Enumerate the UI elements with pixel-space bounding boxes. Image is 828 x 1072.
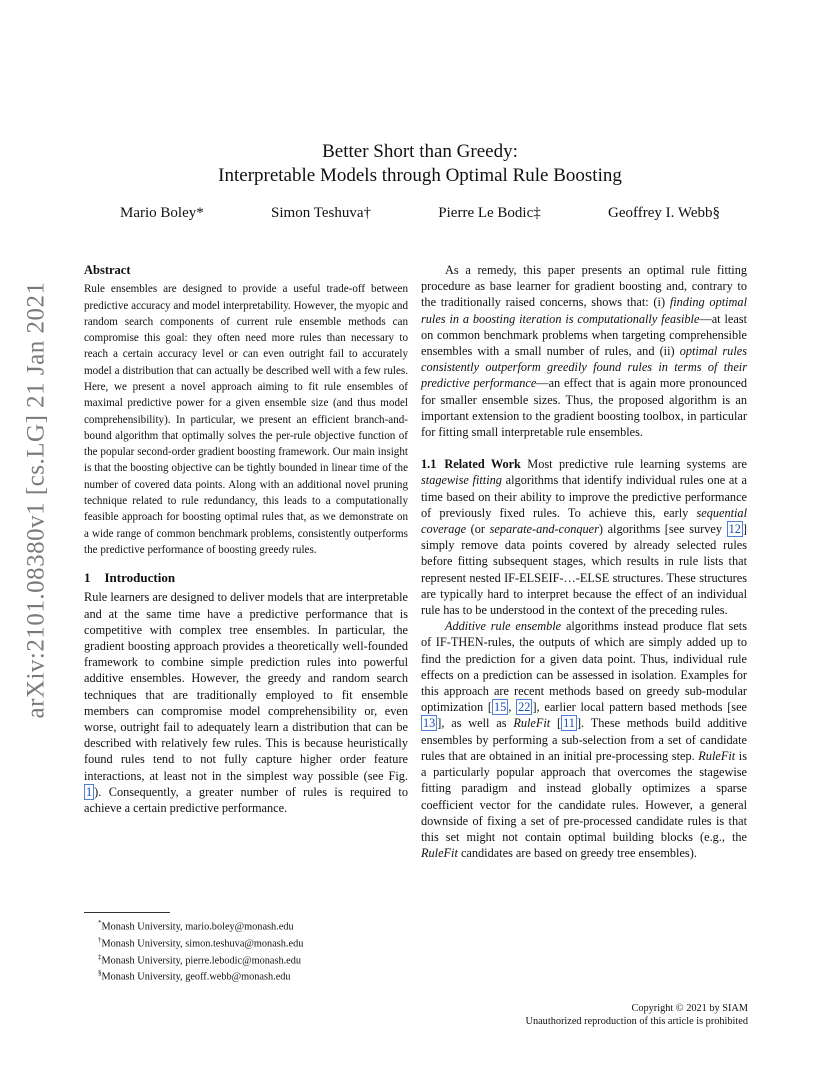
citation-link[interactable]: 15 xyxy=(494,700,507,715)
footnotes xyxy=(84,912,408,984)
paper-title xyxy=(120,140,720,188)
subsection-number: 1.1 xyxy=(421,457,437,472)
arxiv-identifier-sidebar xyxy=(16,281,56,719)
left-column xyxy=(84,262,408,816)
related-text: , xyxy=(508,700,517,715)
intro-text: Rule learners are designed to deliver models that are interpretable and at the same time have a predictive performance that is competitive with complex tree ensembles. In particular, the gradient boosting approach provides a theoretically well-founded framework to combine simple prediction rules into powerful additive ensembles. However, the greedy and random search techniques that are traditionally employed to fit ensemble members can compromise model comprehensibility or, even worse, outright fail to adequately learn a distribution that can be described with relatively few rules. This is because heuristically found rules tend to not fully capture higher order feature interactions, at least not in the simplest way possible (see Fig. xyxy=(84,590,408,783)
footnote xyxy=(84,951,408,968)
footnote xyxy=(84,934,408,951)
remedy-text: —an effect that is again more pronounced for smaller ensemble sizes. Thus, the proposed algorithm is an important extension to the gradient boosting toolbox, in particular for fitting small interpretable rule ensembles. xyxy=(421,376,747,440)
footnote-mark: ‡ xyxy=(98,952,102,961)
related-text: ] simply remove data points covered by already selected rules before fitting subsequent stages, which results in rule lists that represent nested IF-ELSEIF-…-ELSE structures. These structures are typically hard to interpret because the effect of an individual rule has to be understood in the context of the preceding rules. xyxy=(421,522,747,618)
related-emphasis: Additive rule ensemble xyxy=(445,619,562,634)
copyright-line: Copyright © 2021 by SIAM xyxy=(631,1003,748,1014)
related-text: ]. These methods build additive ensembles by performing a sub-selection from a set of candidate rules that are obtained in an initial pre-processing step. xyxy=(421,716,748,763)
related-emphasis: stagewise fitting xyxy=(421,473,502,488)
related-emphasis: sequential coverage xyxy=(421,505,747,537)
author-name: Geoffrey I. Webb§ xyxy=(608,205,720,221)
abstract-heading: Abstract xyxy=(84,263,131,277)
figure-reference-link[interactable]: 1 xyxy=(86,784,93,799)
related-text: [ xyxy=(550,716,562,731)
footnote-divider xyxy=(84,912,170,913)
related-emphasis: RuleFit xyxy=(698,748,736,763)
remedy-paragraph xyxy=(421,262,747,440)
related-work-paragraph xyxy=(421,456,747,618)
author-name: Pierre Le Bodic‡ xyxy=(438,205,541,221)
section-heading-introduction xyxy=(84,570,408,586)
footnote-text: Monash University, simon.teshuva@monash.edu xyxy=(101,938,304,950)
footnote-text: Monash University, geoff.webb@monash.edu xyxy=(101,971,291,983)
related-text: ], as well as xyxy=(437,716,514,731)
related-text: (or xyxy=(466,522,490,537)
footnote-mark: * xyxy=(98,919,102,927)
related-text: is a particularly popular approach that overcomes the stagewise fitting paradigm and instead globally optimizes a sparse coefficient vector for the candidate rules. However, a general downside of fixing a set of pre-processed candidate rules is that this set might not contain optimal building blocks (e.g., the xyxy=(421,748,747,844)
footnote-mark: § xyxy=(98,969,102,978)
paper-title-line-2: Interpretable Models through Optimal Rule Boosting xyxy=(218,165,622,186)
footnote-mark: † xyxy=(98,935,102,944)
right-column xyxy=(421,262,747,861)
author-name: Mario Boley* xyxy=(120,205,204,221)
related-emphasis: RuleFit xyxy=(421,846,458,861)
subsection-heading-related-work xyxy=(421,457,521,471)
related-text: ) algorithms [see survey xyxy=(598,522,727,537)
additive-ensemble-paragraph xyxy=(421,618,747,861)
related-emphasis: RuleFit xyxy=(513,716,551,731)
related-text: algorithms that identify individual rules one at a time based on their ability to improve the predictive performance of previously fixed rules. To achieve this, early xyxy=(421,473,747,520)
reproduction-notice: Unauthorized reproduction of this article is prohibited xyxy=(525,1016,748,1027)
remedy-emphasis: optimal rules consistently outperform greedily found rules in terms of their predictive performance xyxy=(421,344,747,391)
citation-link[interactable]: 22 xyxy=(518,700,531,715)
footnote-text: Monash University, pierre.lebodic@monash.edu xyxy=(101,955,302,967)
footnote xyxy=(84,917,408,934)
footnote-text: Monash University, mario.boley@monash.edu xyxy=(101,921,294,933)
related-text: ], earlier local pattern based methods [see xyxy=(532,700,748,715)
subsection-title: Related Work xyxy=(444,457,521,472)
intro-text-end: ). Consequently, a greater number of rules is required to achieve a certain predictive performance. xyxy=(84,784,408,816)
citation-link[interactable]: 13 xyxy=(423,716,436,731)
author-list xyxy=(120,205,720,222)
remedy-text: As a remedy, this paper presents an optimal rule fitting procedure as base learner for gradient boosting and, contrary to the traditionally raised concerns, shows that: (i) xyxy=(421,263,747,310)
remedy-emphasis: finding optimal rules in a boosting iteration is computationally feasible xyxy=(421,295,747,326)
citation-link[interactable]: 11 xyxy=(563,716,575,731)
paper-title-line-1: Better Short than Greedy: xyxy=(322,141,518,162)
page-footer xyxy=(526,1002,748,1028)
remedy-text: —at least on common benchmark problems when targeting comprehensible ensembles with a small number of rules, and (ii) xyxy=(421,311,747,359)
footnote xyxy=(84,967,408,984)
section-title: Introduction xyxy=(104,570,176,586)
citation-link[interactable]: 12 xyxy=(728,522,741,537)
related-text: Most predictive rule learning systems are xyxy=(527,457,748,472)
abstract-text: Rule ensembles are designed to provide a useful trade-off between predictive accuracy and model interpretability. However, the myopic and random search components of current rule ensemble methods can compromise this goal: they often need more rules than necessary to reach a certain accuracy level or can even outright fail to accurately model a distribution that can actually be described well with a few rules. Here, we present a novel approach aiming to fit rule ensembles of maximal predictive power for a given ensemble size (and thus model comprehensibility). In particular, we present an efficient branch-and-bound algorithm that optimally solves the per-rule objective function of the popular second-order gradient boosting framework. Our main insight is that the boosting objective can be tightly bounded in linear time of the number of covered data points. Along with an additional novel pruning technique related to rule redundancy, this leads to a computationally feasible approach for boosting optimal rules that, as we demonstrate on a wide range of common benchmark problems, consistently outperforms the predictive performance of boosting greedy rules. xyxy=(84,283,408,556)
related-text: algorithms instead produce flat sets of IF-THEN-rules, the outputs of which are simply added up to find the prediction for a given data point. Thus, individual rule effects on a prediction can be assessed in isolation. Examples for this approach are recent methods based on greedy sub-modular optimization [ xyxy=(421,619,747,715)
section-number: 1 xyxy=(84,570,91,586)
related-text: candidates are based on greedy tree ensembles). xyxy=(457,846,697,861)
arxiv-identifier: arXiv:2101.08380v1 [cs.LG] 21 Jan 2021 xyxy=(22,281,49,719)
intro-paragraph xyxy=(84,589,408,816)
author-name: Simon Teshuva† xyxy=(271,205,371,221)
related-emphasis: separate-and-conquer xyxy=(489,522,599,537)
